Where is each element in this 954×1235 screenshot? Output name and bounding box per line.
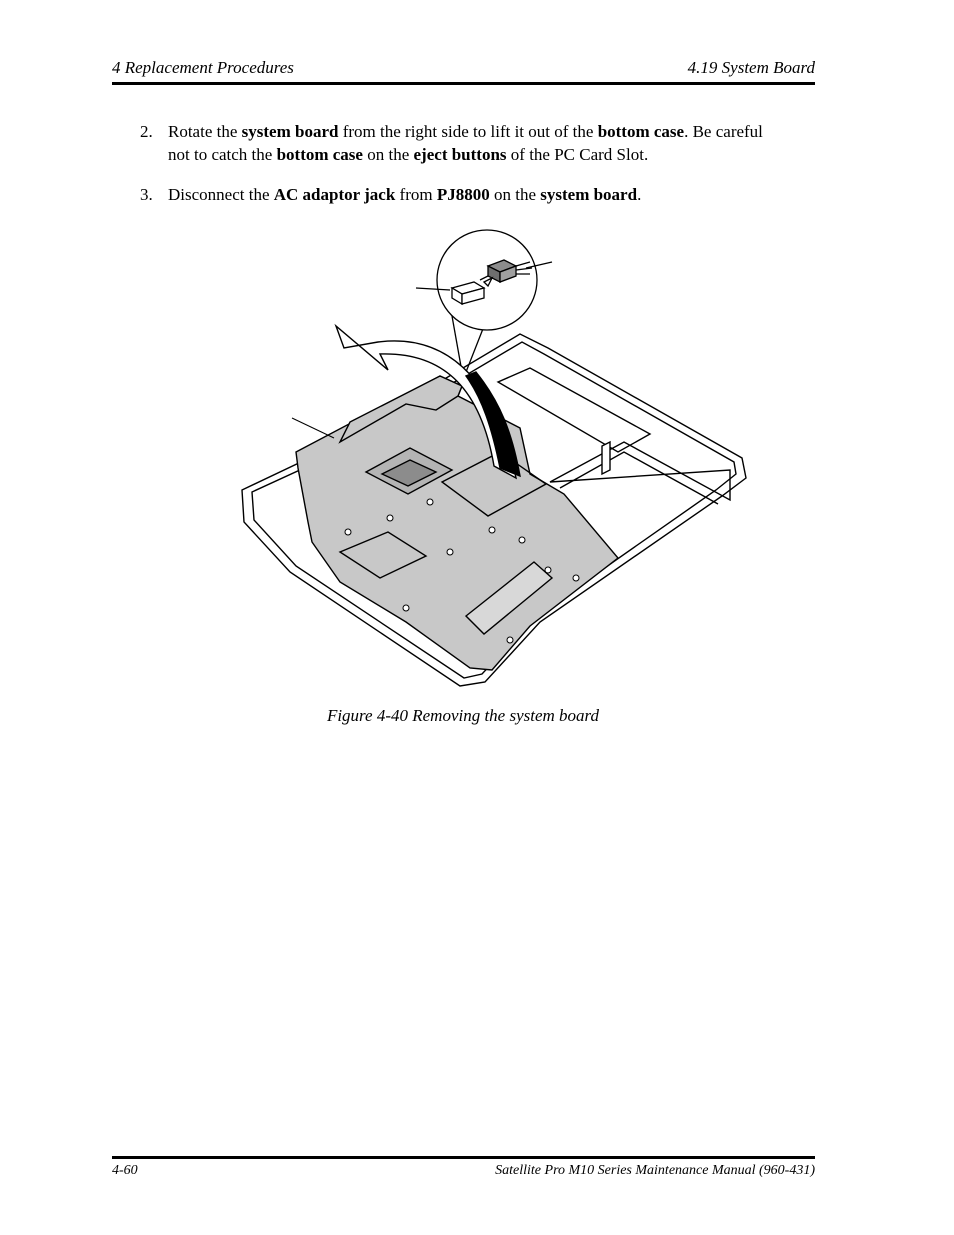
step-text-run: on the: [362, 145, 414, 164]
figure-caption-text: Figure 4-40 Removing the system board: [326, 706, 600, 725]
page-header: [112, 56, 815, 85]
step-number: 2.: [140, 122, 153, 141]
step-text-run: Disconnect the: [168, 185, 274, 204]
step-text: [168, 120, 780, 166]
bold-term: bottom case: [276, 145, 363, 164]
step-text-run: of the PC Card Slot.: [506, 145, 649, 164]
figure-caption: [0, 706, 954, 726]
step-text-run: from: [395, 185, 437, 204]
step-text-run: from the right side to lift it out of the: [338, 122, 598, 141]
step-3: [140, 183, 780, 206]
manual-title: Satellite Pro M10 Series Maintenance Manual (960-431): [495, 1163, 815, 1178]
bold-term: eject buttons: [413, 145, 507, 164]
step-text-run: . Be careful not to catch the: [168, 122, 763, 164]
system-board-figure: [230, 222, 750, 692]
callout-leader-board: [292, 418, 334, 438]
step-text-run: Rotate the: [168, 122, 242, 141]
bold-term: AC adaptor jack: [273, 185, 396, 204]
step-text-run: on the: [489, 185, 541, 204]
page-footer: [112, 1156, 815, 1183]
page-number: 4-60: [112, 1163, 138, 1178]
chapter-title: 4 Replacement Procedures: [112, 58, 294, 77]
step-2: [140, 120, 780, 166]
bold-term: bottom case: [597, 122, 685, 141]
step-text: [168, 183, 780, 206]
system-board-illustration: [230, 222, 750, 692]
bold-term: PJ8800: [436, 185, 490, 204]
step-number: 3.: [140, 185, 153, 204]
section-title: 4.19 System Board: [687, 58, 815, 77]
bold-term: system board: [540, 185, 638, 204]
step-text-run: .: [637, 185, 642, 204]
bold-term: system board: [241, 122, 339, 141]
